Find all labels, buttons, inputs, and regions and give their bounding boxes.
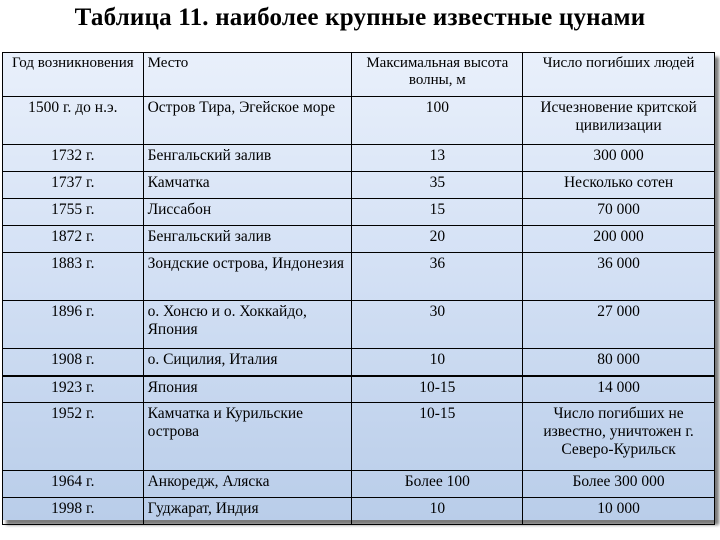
cell-year: 1998 г. bbox=[3, 498, 144, 525]
cell-deaths: Исчезновение критской цивилизации bbox=[523, 97, 715, 145]
table-row bbox=[3, 253, 715, 301]
cell-year: 1896 г. bbox=[3, 301, 144, 349]
table-row bbox=[3, 226, 715, 253]
cell-deaths: 36 000 bbox=[523, 253, 715, 301]
cell-place: Лиссабон bbox=[143, 199, 352, 226]
header-deaths: Число погибших людей bbox=[523, 53, 715, 97]
header-place: Место bbox=[143, 53, 352, 97]
cell-deaths: 70 000 bbox=[523, 199, 715, 226]
cell-deaths: Число погибших не известно, уничтожен г. Северо-Курильск bbox=[523, 403, 715, 471]
cell-place: о. Сицилия, Италия bbox=[143, 349, 352, 376]
cell-place: Бенгальский залив bbox=[143, 226, 352, 253]
table-row bbox=[3, 403, 715, 471]
cell-year: 1500 г. до н.э. bbox=[3, 97, 144, 145]
header-wave-height: Максимальная высота волны, м bbox=[352, 53, 523, 97]
cell-year: 1737 г. bbox=[3, 172, 144, 199]
cell-wave-height: 10-15 bbox=[352, 403, 523, 471]
cell-year: 1872 г. bbox=[3, 226, 144, 253]
cell-wave-height: 30 bbox=[352, 301, 523, 349]
cell-wave-height: 35 bbox=[352, 172, 523, 199]
header-year: Год возникновения bbox=[3, 53, 144, 97]
cell-wave-height: 10-15 bbox=[352, 376, 523, 403]
cell-year: 1732 г. bbox=[3, 145, 144, 172]
cell-year: 1952 г. bbox=[3, 403, 144, 471]
cell-wave-height: 10 bbox=[352, 349, 523, 376]
table-row bbox=[3, 376, 715, 403]
cell-year: 1964 г. bbox=[3, 471, 144, 498]
table-header-row bbox=[3, 53, 715, 97]
table-row bbox=[3, 498, 715, 525]
cell-place: Анкоредж, Аляска bbox=[143, 471, 352, 498]
cell-wave-height: 10 bbox=[352, 498, 523, 525]
tsunami-table-container bbox=[2, 52, 715, 520]
table-row bbox=[3, 301, 715, 349]
page-title: Таблица 11. наиболее крупные известные цунами bbox=[74, 4, 646, 31]
cell-wave-height: 15 bbox=[352, 199, 523, 226]
cell-deaths: 14 000 bbox=[523, 376, 715, 403]
cell-year: 1908 г. bbox=[3, 349, 144, 376]
cell-wave-height: 20 bbox=[352, 226, 523, 253]
cell-deaths: 27 000 bbox=[523, 301, 715, 349]
cell-place: Гуджарат, Индия bbox=[143, 498, 352, 525]
tsunami-table bbox=[2, 52, 715, 525]
table-row bbox=[3, 145, 715, 172]
cell-place: Камчатка и Курильские острова bbox=[143, 403, 352, 471]
cell-wave-height: 13 bbox=[352, 145, 523, 172]
cell-deaths: 80 000 bbox=[523, 349, 715, 376]
cell-place: о. Хонсю и о. Хоккайдо, Япония bbox=[143, 301, 352, 349]
cell-year: 1883 г. bbox=[3, 253, 144, 301]
cell-deaths: Более 300 000 bbox=[523, 471, 715, 498]
table-row bbox=[3, 199, 715, 226]
cell-wave-height: 100 bbox=[352, 97, 523, 145]
cell-deaths: 10 000 bbox=[523, 498, 715, 525]
cell-deaths: 300 000 bbox=[523, 145, 715, 172]
cell-place: Остров Тира, Эгейское море bbox=[143, 97, 352, 145]
table-row bbox=[3, 349, 715, 376]
table-row bbox=[3, 97, 715, 145]
cell-place: Япония bbox=[143, 376, 352, 403]
cell-year: 1923 г. bbox=[3, 376, 144, 403]
cell-place: Зондские острова, Индонезия bbox=[143, 253, 352, 301]
cell-deaths: 200 000 bbox=[523, 226, 715, 253]
table-row bbox=[3, 471, 715, 498]
cell-wave-height: Более 100 bbox=[352, 471, 523, 498]
cell-year: 1755 г. bbox=[3, 199, 144, 226]
cell-place: Бенгальский залив bbox=[143, 145, 352, 172]
cell-deaths: Несколько сотен bbox=[523, 172, 715, 199]
table-row bbox=[3, 172, 715, 199]
cell-place: Камчатка bbox=[143, 172, 352, 199]
cell-wave-height: 36 bbox=[352, 253, 523, 301]
